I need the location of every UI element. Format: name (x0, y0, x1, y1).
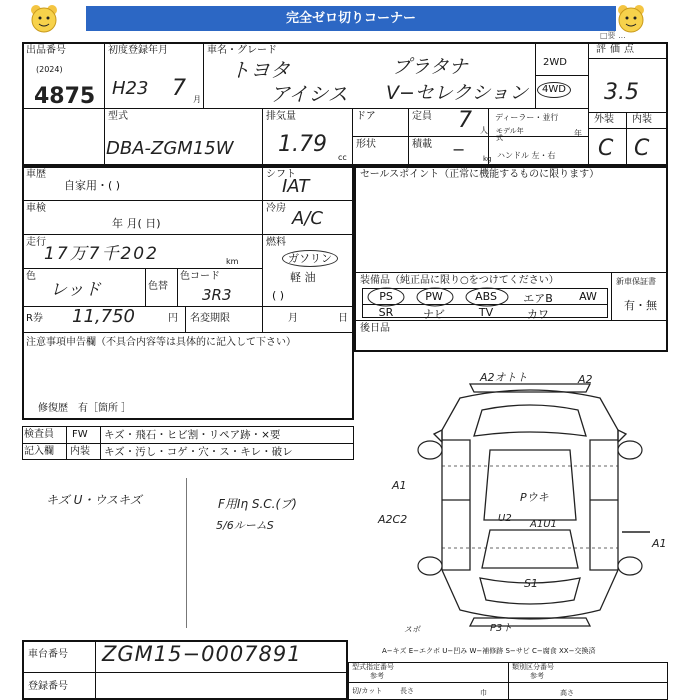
top-right-note: □要 ... (600, 31, 626, 40)
grade-line-1: プラタナ (392, 56, 468, 78)
drive-4wd: 4WD (537, 82, 571, 98)
cc-unit: cc (338, 153, 347, 162)
classification-label: 類別区分番号 (512, 663, 554, 671)
cooling-label: 冷房 (266, 203, 286, 214)
year-unit: 年 (574, 129, 582, 138)
fuel-paren: ( ) (272, 289, 285, 302)
handle-label: ハンドル 左・右 (497, 151, 556, 160)
diag-p3: P3ト (490, 623, 513, 634)
diag-u2: U2 (498, 513, 512, 524)
reference-label: 参考 (370, 672, 384, 680)
inspection-label: 車検 (26, 203, 46, 214)
displacement-label: 排気量 (266, 111, 296, 122)
height-label: 高さ (560, 689, 574, 697)
diag-spoiler: スポ (404, 625, 420, 634)
equip-airbag: エアB (523, 292, 553, 305)
diag-a1u1: A1U1 (530, 519, 557, 530)
damage-legend: A−キズ E−エクボ U−凹み W−補修跡 S−サビ C−腐食 XX−交換済 (382, 647, 596, 655)
interior-grade: C (634, 136, 650, 161)
shift-value: IAT (282, 176, 310, 197)
capacity-label: 定員 (412, 111, 432, 122)
diag-p-uki: Pウキ (520, 491, 549, 504)
reg-no-label: 登録番号 (28, 681, 68, 692)
first-reg-era: H23 (112, 78, 149, 99)
after-day-label: 後日品 (360, 323, 390, 334)
exterior-label: 外装 (594, 114, 614, 125)
mascot-left-icon (28, 4, 60, 34)
page-title: 完全ゼロ切りコーナー (86, 6, 616, 31)
type-designation-label: 型式指定番号 (352, 663, 394, 671)
mileage-label: 走行 (26, 237, 46, 248)
note-left: キズ U・ウスキズ (46, 493, 142, 507)
color-label: 色 (26, 271, 36, 282)
month-label: 月 (193, 95, 201, 104)
capacity-unit: 人 (480, 126, 488, 135)
notes-label: 注意事項申告欄（不具合内容等は具体的に記入して下さい） (26, 337, 296, 348)
entry-interior: 内装 (70, 446, 90, 457)
new-warranty-label: 新車保証書 (616, 277, 656, 286)
exterior-grade: C (598, 136, 614, 161)
equipment-circles (360, 284, 520, 308)
mascot-right-icon (615, 4, 647, 34)
year-tag: (2024) (36, 65, 63, 74)
chassis-no-label: 車台番号 (28, 649, 68, 660)
inspector-label: 検査員 (24, 429, 54, 440)
kg-unit: kg (483, 155, 492, 163)
note-right-1: F用Iη S.C.(ブ) (218, 497, 297, 511)
inspection-date: 年 月( 日) (112, 217, 161, 230)
name-change-day: 日 (338, 313, 348, 324)
note-right-2: 5/6ルームS (216, 519, 274, 532)
car-name: アイシス (270, 82, 348, 106)
diag-a2c2-left: A2C2 (378, 513, 408, 526)
inspector-items: キズ・飛石・ヒビ割・リペア跡・×要 (104, 429, 281, 441)
color-value: レッド (50, 280, 101, 300)
r-ken-label: R券 (26, 313, 43, 324)
load-label: 積載 (412, 139, 432, 150)
entry-label: 記入欄 (24, 446, 54, 457)
door-label: ドア (356, 111, 376, 122)
name-change-month: 月 (288, 313, 298, 324)
maker-name: トヨタ (230, 58, 290, 82)
lot-number: 4875 (34, 84, 96, 109)
first-reg-label: 初度登録年月 (108, 45, 168, 56)
equip-ps: PS (379, 290, 393, 303)
inspector-fw: FW (72, 429, 88, 440)
capacity-value: 7 (458, 108, 472, 133)
chassis-no-value: ZGM15−0007891 (102, 642, 302, 666)
car-damage-diagram (390, 370, 670, 640)
equip-pw: PW (425, 290, 443, 303)
name-grade-label: 車名・グレード (207, 45, 277, 56)
equip-abs: ABS (475, 290, 497, 303)
interior-label: 内装 (632, 114, 652, 125)
score-value: 3.5 (604, 80, 639, 105)
fuel-label: 燃料 (266, 237, 286, 248)
drive-2wd: 2WD (543, 57, 567, 68)
dealer-label: ディーラー・並行 (495, 113, 559, 122)
color-code-value: 3R3 (202, 286, 232, 304)
reference-label-2: 参考 (530, 672, 544, 680)
diag-a2-right: A2 (578, 373, 593, 386)
fuel-gasoline: ガソリン (282, 250, 338, 267)
r-ken-value: 11,750 (72, 306, 135, 327)
equipment-label: 装備品（純正品に限り○をつけてください） (360, 275, 559, 286)
km-unit: km (226, 257, 239, 266)
name-change-label: 名変期限 (190, 313, 230, 324)
model-value: DBA-ZGM15W (106, 138, 234, 159)
mileage-value: 17万7千202 (44, 244, 159, 264)
sales-point-label: セールスポイント（正常に機能するものに限ります） (360, 169, 600, 180)
diag-a2-front: A2オトト (480, 371, 528, 384)
color-code-label: 色コード (180, 271, 220, 282)
history-label: 車歴 (26, 169, 46, 180)
shift-label: シフト (266, 169, 296, 180)
equip-navi: ナビ (423, 308, 445, 321)
diag-s1: S1 (524, 577, 538, 590)
shape-label: 形状 (356, 139, 376, 150)
cut-label: 切/カット (352, 687, 383, 695)
yen-unit: 円 (168, 313, 178, 324)
repair-history: 修復歴 有［箇所 ］ (38, 403, 132, 414)
score-label: 評価点 (596, 44, 638, 55)
width-label: 巾 (480, 689, 487, 697)
ac-value: A/C (292, 208, 323, 229)
new-warranty-value: 有・無 (624, 299, 657, 312)
lot-no-label: 出品番号 (26, 45, 66, 56)
entry-items: キズ・汚し・コゲ・穴・ス・キレ・破レ (104, 446, 293, 458)
length-label: 長さ (400, 687, 414, 695)
model-label: 型式 (108, 111, 128, 122)
first-reg-month: 7 (172, 76, 186, 101)
equip-aw: AW (579, 290, 597, 303)
diag-a1-right: A1 (652, 537, 667, 550)
load-value: − (452, 140, 466, 159)
model-year-label: モデル年式 (496, 127, 524, 142)
fuel-diesel: 軽 油 (290, 271, 316, 284)
diag-a1-left: A1 (392, 479, 407, 492)
color-change-label: 色替 (148, 281, 168, 292)
equip-tv: TV (478, 306, 494, 319)
equip-sr: SR (378, 306, 394, 319)
form-right-block (354, 166, 668, 352)
displacement-value: 1.79 (278, 132, 327, 157)
grade-line-2: V−セレクション (386, 82, 529, 104)
private-use: 自家用・( ) (64, 179, 121, 192)
equip-leather: カワ (527, 308, 549, 321)
